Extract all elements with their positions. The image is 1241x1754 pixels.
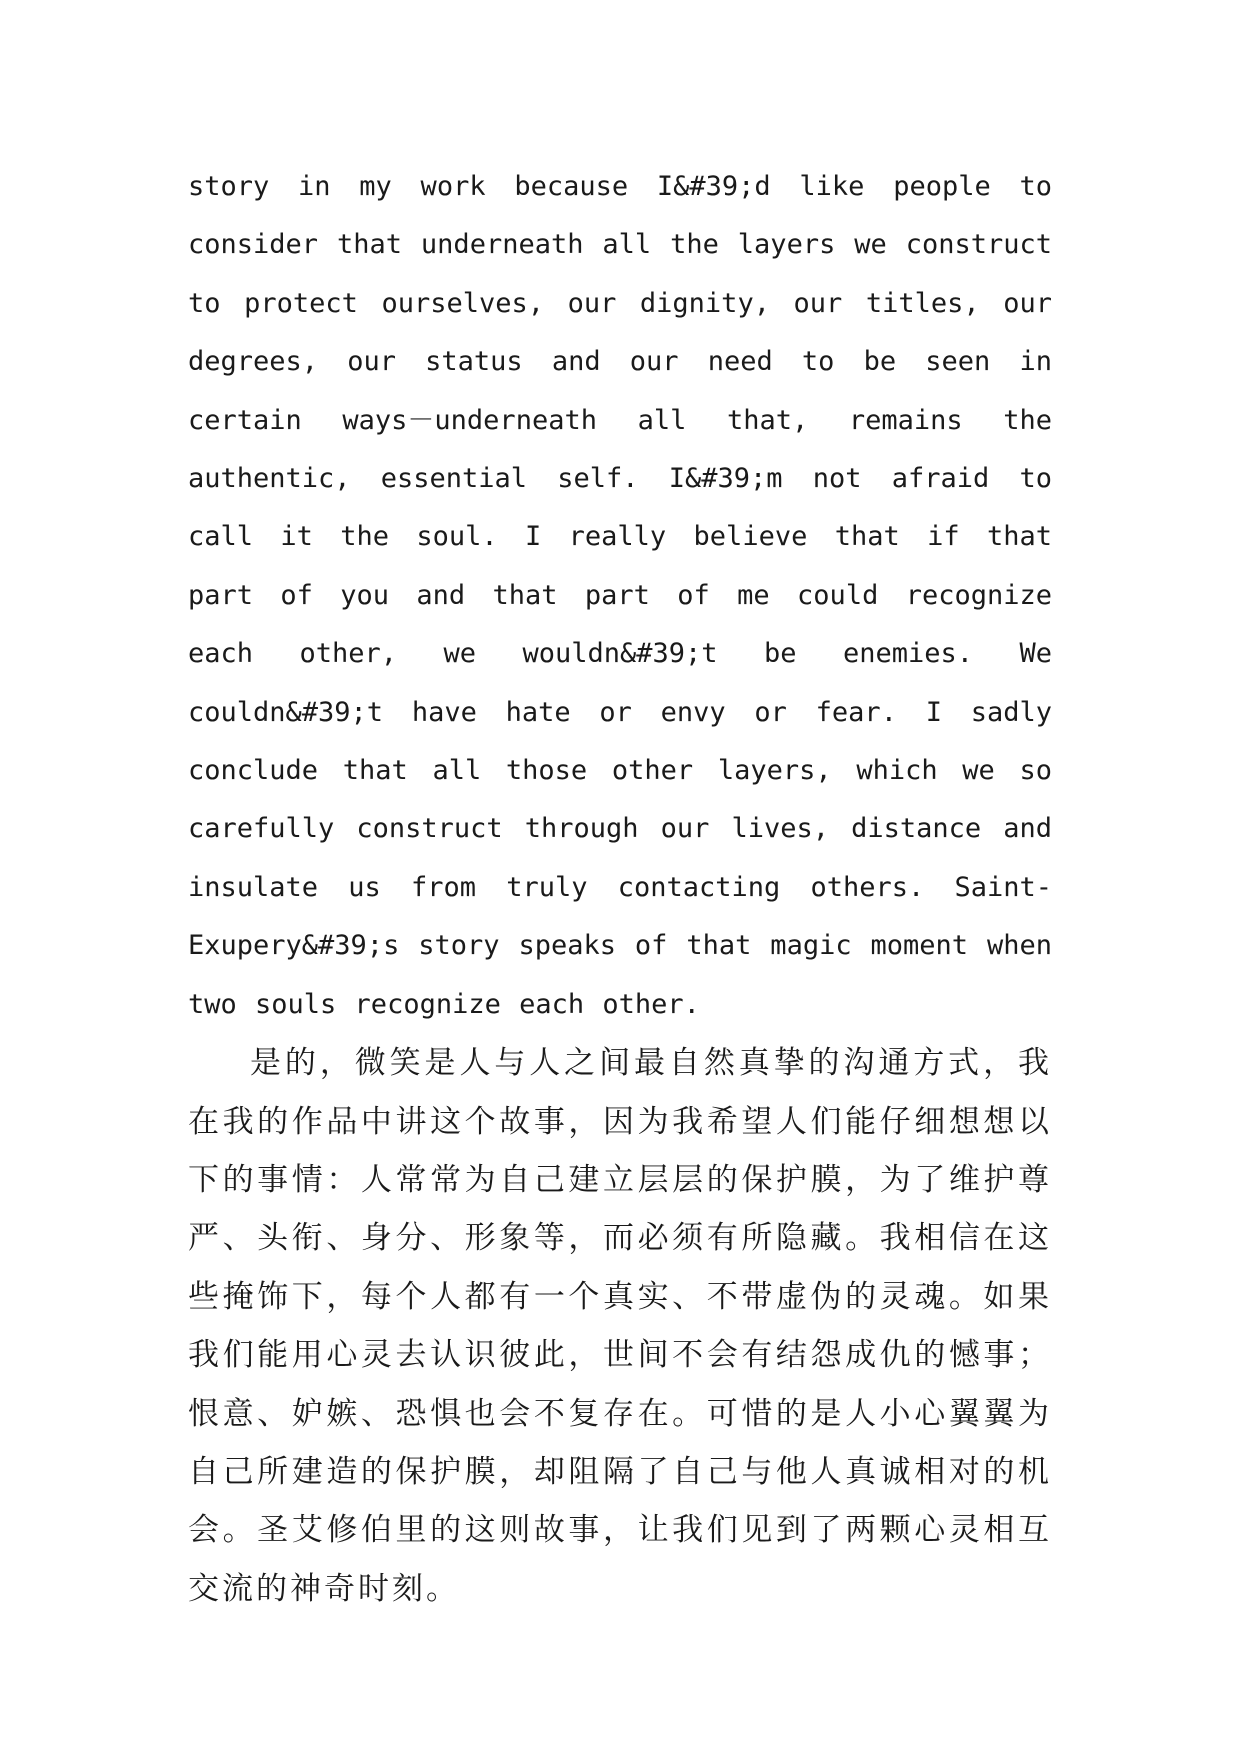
chinese-paragraph: 是的，微笑是人与人之间最自然真挚的沟通方式，我在我的作品中讲这个故事，因为我希望人们能仔细想想以下的事情：人常常为自己建立层层的保护膜，为了维护尊严、头衔、身分、形象等，而必须有所隐藏。我相信在这些掩饰下，每个人都有一个真实、不带虚伪的灵魂。如果我们能用心灵去认识彼此，世间不会有结怨成仇的憾事；恨意、妒嫉、恐惧也会不复存在。可惜的是人小心翼翼为自己所建造的保护膜，却阻隔了自己与他人真诚相对的机会。圣艾修伯里的这则故事，让我们见到了两颗心灵相互交流的神奇时刻。 xyxy=(188,1045,1052,1607)
document-body xyxy=(188,158,1052,1618)
english-paragraph: story in my work because I&#39;d like people to consider that underneath all the layers we construct to protect ourselves, our dignity, our titles, our degrees, our status and our need to be seen in certain ways－underneath all that, remains the authentic, essential self. I&#39;m not afraid to call it the soul. I really believe that if that part of you and that part of me could recognize each other, we wouldn&#39;t be enemies. We couldn&#39;t have hate or envy or fear. I sadly conclude that all those other layers, which we so carefully construct through our lives, distance and insulate us from truly contacting others. Saint-Exupery&#39;s story speaks of that magic moment when two souls recognize each other. xyxy=(188,171,1052,1020)
